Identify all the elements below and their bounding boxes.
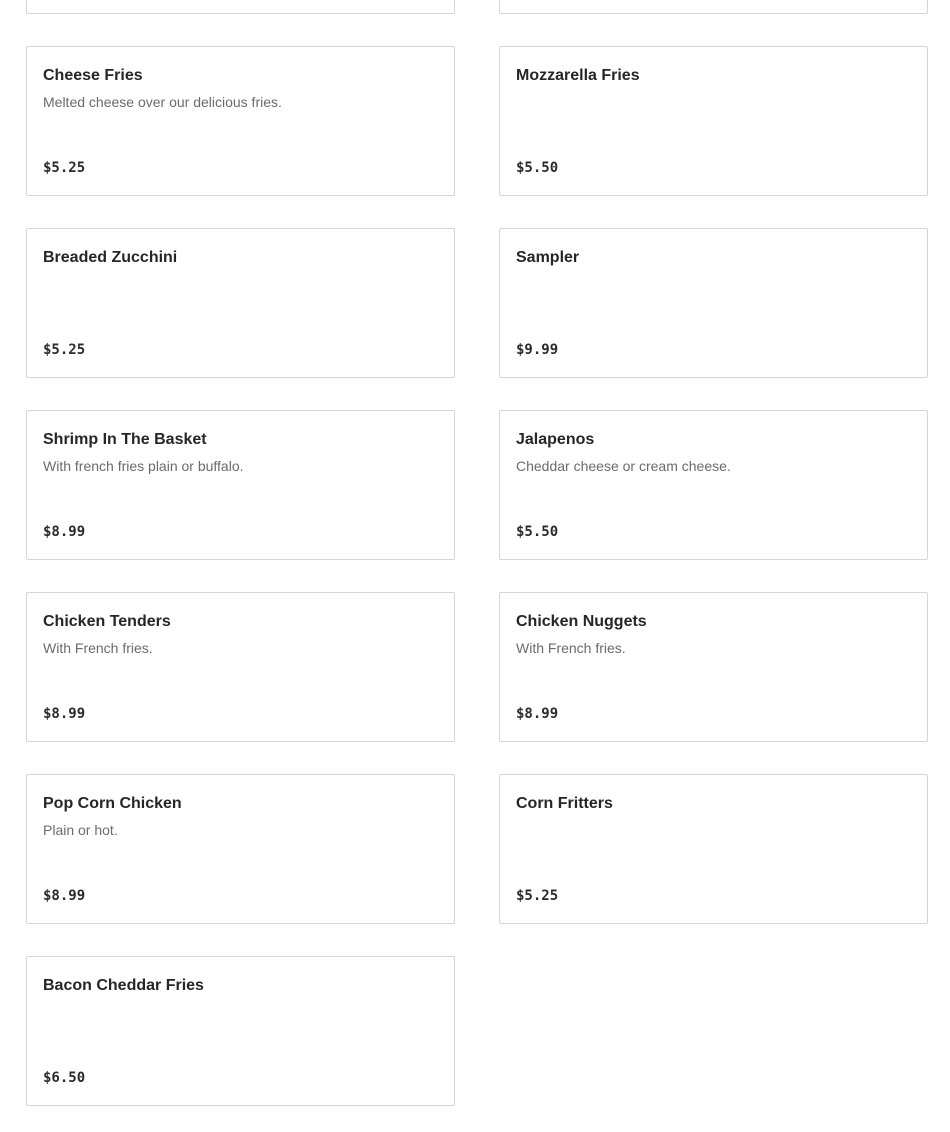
menu-item-card[interactable] bbox=[26, 410, 455, 560]
menu-item-description: Plain or hot. bbox=[43, 822, 118, 838]
menu-item-price: $8.99 bbox=[43, 706, 86, 722]
menu-item-price: $8.99 bbox=[43, 888, 86, 904]
menu-item-card[interactable] bbox=[26, 956, 455, 1106]
menu-item-card[interactable] bbox=[499, 774, 928, 924]
menu-item-card[interactable] bbox=[499, 46, 928, 196]
menu-item-name: Jalapenos bbox=[516, 431, 595, 448]
menu-item-price: $5.25 bbox=[43, 160, 86, 176]
menu-item-card[interactable] bbox=[499, 410, 928, 560]
menu-item-card[interactable] bbox=[26, 592, 455, 742]
menu-item-name: Mozzarella Fries bbox=[516, 67, 640, 84]
menu-item-price: $5.25 bbox=[43, 342, 86, 358]
menu-item-description: Melted cheese over our delicious fries. bbox=[43, 94, 282, 110]
menu-item-name: Sampler bbox=[516, 249, 580, 266]
menu-item-price: $6.50 bbox=[43, 1070, 86, 1086]
menu-item-name: Chicken Nuggets bbox=[516, 613, 647, 630]
menu-item-card[interactable] bbox=[26, 46, 455, 196]
menu-item-price: $5.50 bbox=[516, 160, 559, 176]
menu-item-price: $8.99 bbox=[43, 524, 86, 540]
menu-item-description: With french fries plain or buffalo. bbox=[43, 458, 244, 474]
menu-item-card[interactable] bbox=[26, 774, 455, 924]
menu-item-card-partial[interactable] bbox=[499, 0, 928, 14]
menu-item-description: With French fries. bbox=[43, 640, 153, 656]
menu-item-name: Corn Fritters bbox=[516, 795, 613, 812]
menu-item-name: Shrimp In The Basket bbox=[43, 431, 207, 448]
menu-item-description: With French fries. bbox=[516, 640, 626, 656]
menu-item-description: Cheddar cheese or cream cheese. bbox=[516, 458, 731, 474]
menu-item-price: $5.25 bbox=[516, 888, 559, 904]
menu-item-card[interactable] bbox=[26, 228, 455, 378]
menu-item-name: Cheese Fries bbox=[43, 67, 143, 84]
menu-item-price: $5.50 bbox=[516, 524, 559, 540]
menu-item-price: $9.99 bbox=[516, 342, 559, 358]
menu-item-name: Bacon Cheddar Fries bbox=[43, 977, 204, 994]
menu-item-card[interactable] bbox=[499, 228, 928, 378]
menu-item-name: Breaded Zucchini bbox=[43, 249, 178, 266]
menu-items-grid bbox=[26, 0, 928, 1106]
menu-item-price: $8.99 bbox=[516, 706, 559, 722]
menu-item-card[interactable] bbox=[499, 592, 928, 742]
menu-item-card-partial[interactable] bbox=[26, 0, 455, 14]
menu-item-name: Chicken Tenders bbox=[43, 613, 171, 630]
menu-item-name: Pop Corn Chicken bbox=[43, 795, 182, 812]
